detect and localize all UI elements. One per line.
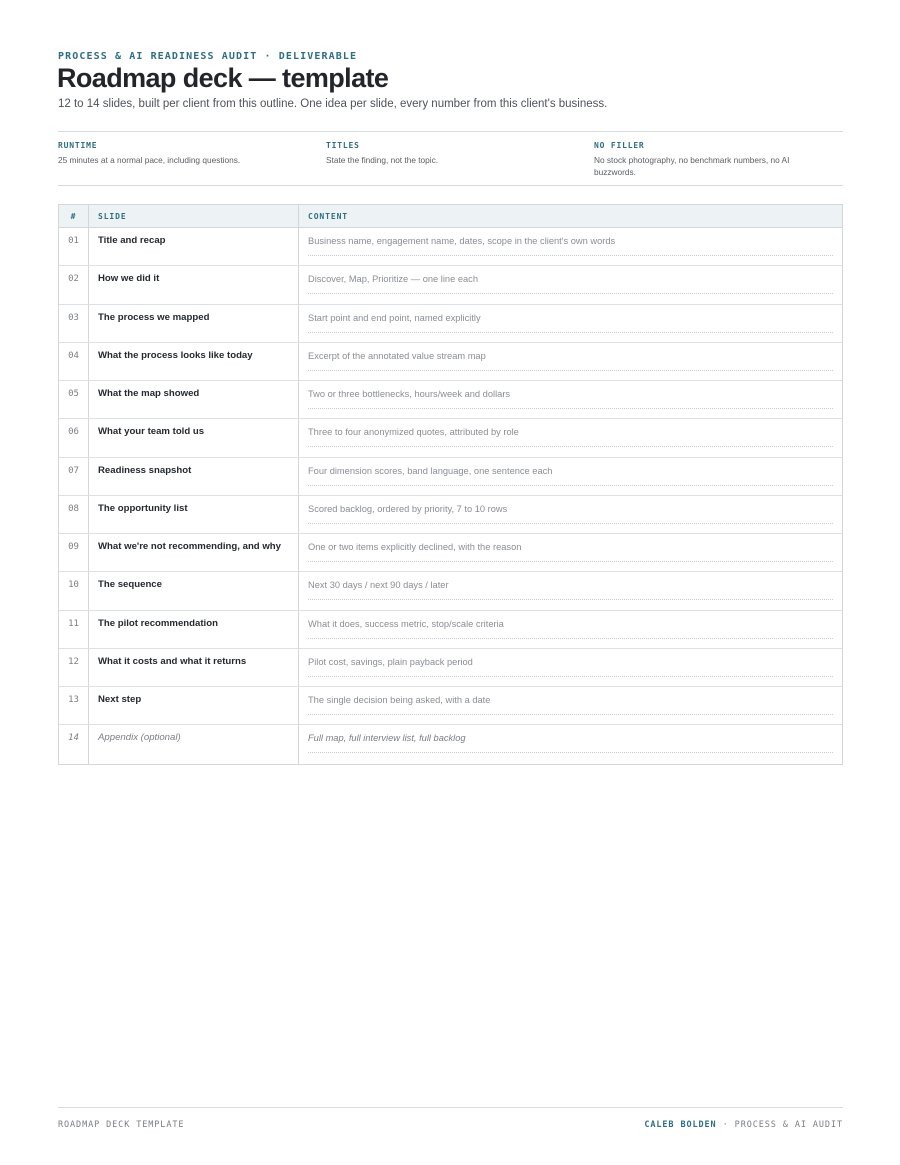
- notes-line: [308, 332, 833, 333]
- table-row: [59, 305, 842, 343]
- notes-line: [308, 408, 833, 409]
- slide-content: Next 30 days / next 90 days / later: [308, 580, 449, 591]
- notes-line: [308, 752, 833, 753]
- slide-content: Scored backlog, ordered by priority, 7 to 10 rows: [308, 503, 508, 514]
- slide-number: 13: [59, 687, 89, 724]
- table-body: [59, 228, 842, 764]
- meta-value: No stock photography, no benchmark numbers, no AI buzzwords.: [594, 155, 790, 177]
- slide-number: 14: [59, 725, 89, 763]
- slide-content-cell: [299, 687, 842, 724]
- slide-number: 01: [59, 228, 89, 265]
- slide-title: Appendix (optional): [89, 725, 299, 763]
- slide-content: Three to four anonymized quotes, attributed by role: [308, 427, 519, 438]
- slide-content: Full map, full interview list, full backlog: [308, 733, 466, 744]
- table-row: [59, 381, 842, 419]
- table-row: [59, 343, 842, 381]
- page-subtitle: 12 to 14 slides, built per client from this outline. One idea per slide, every number from this client's business.: [58, 98, 608, 110]
- notes-line: [308, 676, 833, 677]
- slide-title: What it costs and what it returns: [89, 649, 299, 686]
- notes-line: [308, 370, 833, 371]
- slide-title: What your team told us: [89, 419, 299, 456]
- header-content: CONTENT: [308, 212, 349, 221]
- notes-line: [308, 293, 833, 294]
- slide-title: The opportunity list: [89, 496, 299, 533]
- table-row: [59, 458, 842, 496]
- slide-content: Excerpt of the annotated value stream map: [308, 350, 486, 361]
- slide-title: The pilot recommendation: [89, 611, 299, 648]
- notes-line: [308, 599, 833, 600]
- slide-content-cell: [299, 725, 842, 763]
- meta-value: State the finding, not the topic.: [326, 155, 439, 165]
- slide-title: What we're not recommending, and why: [89, 534, 299, 571]
- slide-outline-table: [58, 204, 843, 765]
- slide-content-cell: [299, 419, 842, 456]
- meta-key: TITLES: [326, 141, 360, 150]
- notes-line: [308, 523, 833, 524]
- slide-number: 10: [59, 572, 89, 609]
- slide-content: Business name, engagement name, dates, scope in the client's own words: [308, 236, 616, 246]
- slide-number: 03: [59, 305, 89, 342]
- header-slide: SLIDE: [89, 205, 299, 227]
- slide-content: Start point and end point, named explicitly: [308, 312, 481, 323]
- slide-number: 06: [59, 419, 89, 456]
- table-row: [59, 572, 842, 610]
- notes-line: [308, 255, 833, 256]
- slide-number: 09: [59, 534, 89, 571]
- footer-author: CALEB BOLDEN: [644, 1120, 717, 1130]
- table-row: [59, 228, 842, 266]
- notes-line: [308, 446, 833, 447]
- table-row: [59, 534, 842, 572]
- footer-product: PROCESS & AI AUDIT: [734, 1120, 843, 1130]
- table-row: [59, 419, 842, 457]
- slide-title: The sequence: [89, 572, 299, 609]
- notes-line: [308, 714, 833, 715]
- slide-title: Next step: [89, 687, 299, 724]
- slide-number: 05: [59, 381, 89, 418]
- slide-content-cell: [299, 534, 842, 571]
- meta-strip: [58, 131, 843, 186]
- footer-separator: ·: [722, 1120, 729, 1130]
- notes-line: [308, 638, 833, 639]
- slide-content-cell: [299, 649, 842, 686]
- meta-titles: [326, 141, 556, 166]
- slide-title: Title and recap: [89, 228, 299, 265]
- slide-content-cell: [299, 266, 842, 303]
- slide-title: Readiness snapshot: [89, 458, 299, 495]
- table-row: [59, 611, 842, 649]
- slide-content-cell: [299, 343, 842, 380]
- slide-content-cell: [299, 496, 842, 533]
- page-title: Roadmap deck — template: [57, 63, 389, 93]
- notes-line: [308, 485, 833, 486]
- slide-number: 07: [59, 458, 89, 495]
- table-row: [59, 266, 842, 304]
- notes-line: [308, 561, 833, 562]
- slide-number: 12: [59, 649, 89, 686]
- slide-number: 08: [59, 496, 89, 533]
- meta-runtime: [58, 141, 288, 166]
- slide-content: Four dimension scores, band language, one sentence each: [308, 465, 553, 476]
- header-number: #: [59, 205, 89, 227]
- table-row: [59, 649, 842, 687]
- page-footer: [58, 1107, 843, 1130]
- meta-key: RUNTIME: [58, 141, 98, 150]
- slide-content: One or two items explicitly declined, with the reason: [308, 542, 522, 552]
- slide-title: The process we mapped: [89, 305, 299, 342]
- slide-title: How we did it: [89, 266, 299, 303]
- footer-credit: [644, 1120, 843, 1130]
- table-header: [59, 205, 842, 228]
- slide-content-cell: [299, 611, 842, 648]
- table-row: [59, 725, 842, 763]
- slide-content-cell: [299, 228, 842, 265]
- table-row: [59, 687, 842, 725]
- slide-content-cell: [299, 458, 842, 495]
- slide-content: Discover, Map, Prioritize — one line each: [308, 274, 478, 285]
- slide-number: 04: [59, 343, 89, 380]
- meta-value: 25 minutes at a normal pace, including questions.: [58, 155, 241, 165]
- meta-key: NO FILLER: [594, 141, 645, 150]
- eyebrow-label: PROCESS & AI READINESS AUDIT · DELIVERABLE: [58, 51, 358, 62]
- slide-title: What the map showed: [89, 381, 299, 418]
- slide-content: Pilot cost, savings, plain payback period: [308, 656, 473, 667]
- slide-number: 11: [59, 611, 89, 648]
- table-row: [59, 496, 842, 534]
- slide-content-cell: [299, 381, 842, 418]
- meta-no-filler: [594, 141, 814, 178]
- slide-content-cell: [299, 305, 842, 342]
- slide-title: What the process looks like today: [89, 343, 299, 380]
- slide-content: Two or three bottlenecks, hours/week and dollars: [308, 389, 511, 399]
- slide-content: The single decision being asked, with a date: [308, 695, 491, 705]
- slide-number: 02: [59, 266, 89, 303]
- slide-content: What it does, success metric, stop/scale criteria: [308, 618, 504, 629]
- footer-doc-name: ROADMAP DECK TEMPLATE: [58, 1120, 185, 1130]
- slide-content-cell: [299, 572, 842, 609]
